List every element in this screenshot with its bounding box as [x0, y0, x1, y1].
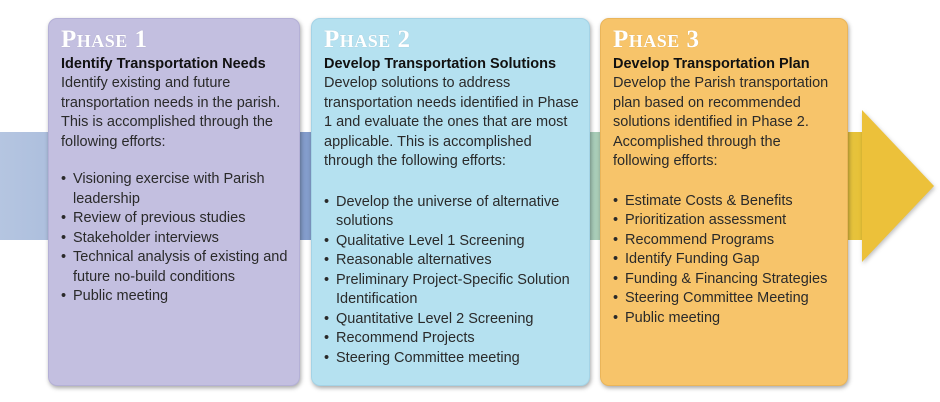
phase-description: Identify existing and future transportation needs in the parish. This is accomplished through the following efforts: [61, 75, 281, 150]
flow-arrow-head [862, 110, 934, 262]
phase-2-box [311, 18, 590, 386]
effort-item: • Public meeting [61, 287, 289, 307]
effort-item: • Recommend Projects [324, 329, 579, 349]
effort-item: • Funding & Financing Strategies [613, 270, 837, 290]
phase-title: Phase 2 [324, 26, 411, 53]
effort-item: • Recommend Programs [613, 231, 837, 251]
efforts-list [613, 192, 837, 329]
phase-3-box [600, 18, 848, 386]
effort-item: • Qualitative Level 1 Screening [324, 232, 579, 252]
effort-item: • Stakeholder interviews [61, 229, 289, 249]
phase-description: Develop solutions to address transportation needs identified in Phase 1 and evaluate the ones that are most applicable. This is accomplished through the following efforts: [324, 75, 579, 169]
effort-item: • Estimate Costs & Benefits [613, 192, 837, 212]
effort-item: • Prioritization assessment [613, 211, 837, 231]
effort-item: • Review of previous studies [61, 209, 289, 229]
effort-item: • Steering Committee Meeting [613, 289, 837, 309]
effort-item: • Identify Funding Gap [613, 250, 837, 270]
effort-item: • Reasonable alternatives [324, 251, 579, 271]
effort-item: • Quantitative Level 2 Screening [324, 310, 579, 330]
efforts-list [324, 193, 579, 369]
phase-heading: Develop Transportation Plan [613, 56, 810, 72]
effort-item: • Public meeting [613, 309, 837, 329]
phase-heading: Identify Transportation Needs [61, 56, 266, 72]
efforts-list [61, 170, 289, 307]
phase-description: Develop the Parish transportation plan based on recommended solutions identified in Phase 2. Accomplished through the following efforts: [613, 75, 829, 169]
effort-item: • Technical analysis of existing and future no-build conditions [61, 248, 289, 287]
phase-title: Phase 1 [61, 26, 148, 53]
phase-heading: Develop Transportation Solutions [324, 56, 557, 72]
phase-title: Phase 3 [613, 26, 700, 53]
effort-item: • Visioning exercise with Parish leadership [61, 170, 289, 209]
effort-item: • Steering Committee meeting [324, 349, 579, 369]
phase-1-box [48, 18, 300, 386]
effort-item: • Develop the universe of alternative solutions [324, 193, 579, 232]
effort-item: • Preliminary Project-Specific Solution Identification [324, 271, 579, 310]
